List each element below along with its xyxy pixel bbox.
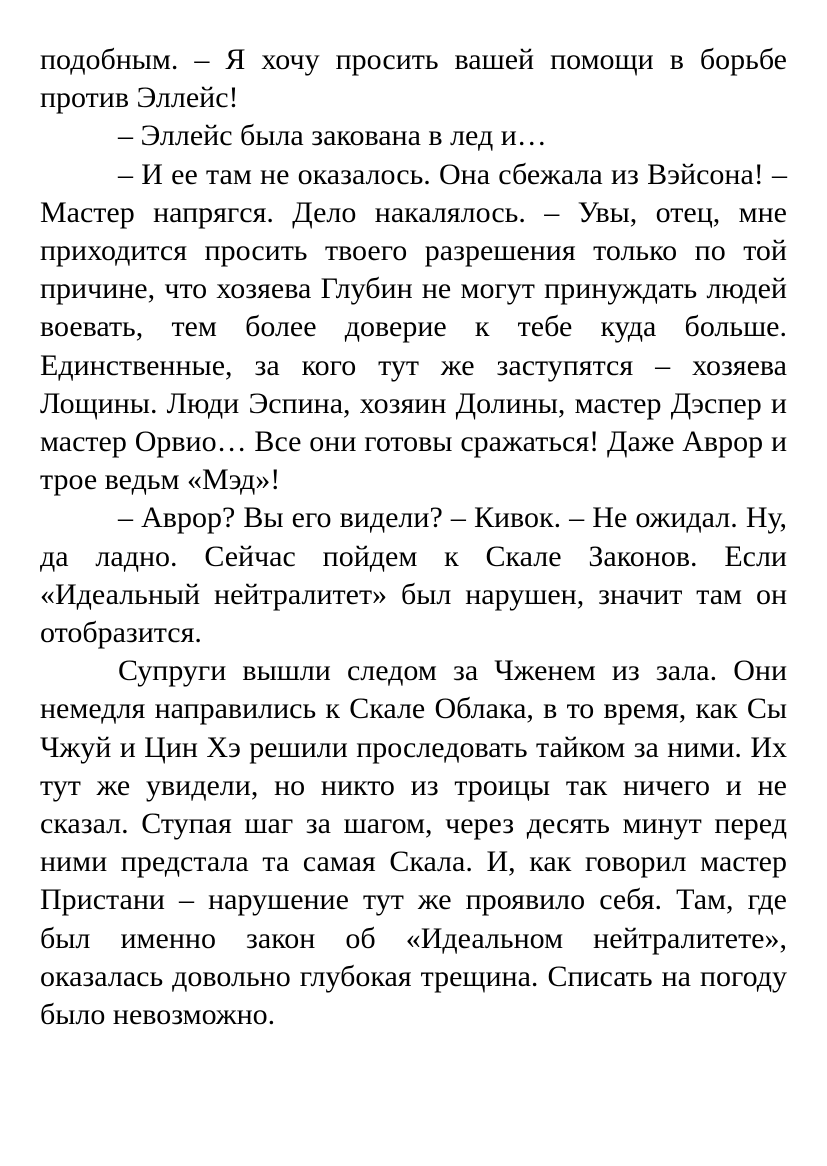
paragraph-1: подобным. – Я хочу просить вашей помощи в борьбе против Эллейс! <box>40 43 787 115</box>
paragraph-3: – И ее там не оказалось. Она сбежала из Вэйсона! – Мастер напрягся. Дело накалялось. – Увы, отец, мне приходится просить твоего разрешения только по той причине, что хозяева Глубин не могут принуждать людей воевать, тем более доверие к тебе куда больше. Единственные, за кого тут же заступятся – хозяева Лощины. Люди Эспина, хозяин Долины, мастер Дэспер и мастер Орвио… Все они готовы сражаться! Даже Аврор и трое ведьм «Мэд»! <box>40 157 787 497</box>
paragraph-4: – Аврор? Вы его видели? – Кивок. – Не ожидал. Ну, да ладно. Сейчас пойдем к Скале Законов. Если «Идеальный нейтралитет» был нарушен, значит там он отобразится. <box>40 501 787 650</box>
body-text <box>40 41 787 1034</box>
paragraph-5: Супруги вышли следом за Чженем из зала. Они немедля направились к Скале Облака, в то время, как Сы Чжуй и Цин Хэ решили проследовать тайком за ними. Их тут же увидели, но никто из троицы так ничего и не сказал. Ступая шаг за шагом, через десять минут перед ними предстала та самая Скала. И, как говорил мастер Пристани – нарушение тут же проявило себя. Там, где был именно закон об «Идеальном нейтралитете», оказалась довольно глубокая трещина. Списать на погоду было невозможно. <box>40 654 787 1032</box>
paragraph-2: – Эллейс была закована в лед и… <box>118 119 547 153</box>
